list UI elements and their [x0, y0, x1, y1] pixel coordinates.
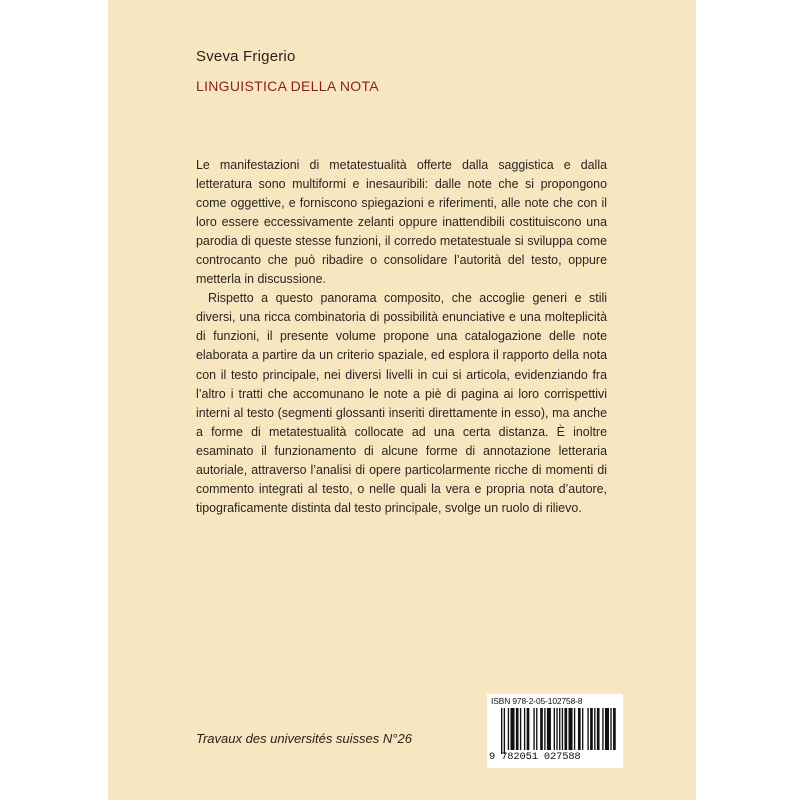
barcode-icon	[491, 708, 619, 754]
barcode-panel	[487, 694, 623, 768]
author-name: Sveva Frigerio	[196, 48, 296, 65]
series-label: Travaux des universités suisses N°26	[196, 731, 412, 746]
barcode-digits: 9 782051 027588	[489, 751, 581, 763]
blurb-paragraph-1: Le manifestazioni di metatestualità offerte dalla saggistica e dalla letteratura sono multiformi e inesauribili: dalle note che si propongono come oggettive, e forniscono spiegazioni e riferimenti, alle note che con il loro essere eccessivamente zelanti oppure inattendibili costituiscono una parodia di queste stesse funzioni, il corredo metatestuale si sviluppa come controcanto che può ribadire o consolidare l’autorità del testo, oppure metterla in discussione.	[196, 158, 607, 287]
back-cover	[108, 0, 696, 800]
book-title: LINGUISTICA DELLA NOTA	[196, 78, 379, 94]
blurb-paragraph-2: Rispetto a questo panorama composito, che accoglie generi e stili diversi, una ricca combinatoria di possibilità enunciative e una molteplicità di funzioni, il presente volume propone una catalogazione delle note elaborata a partire da un criterio spaziale, ed esplora il rapporto della nota con il testo principale, nei diversi livelli in cui si articola, evidenziando fra l’altro i tratti che accomunano le note a piè di pagina ai loro corrispettivi interni al testo (segmenti glossanti inseriti direttamente in esso), ma anche a forme di metatestualità collocate ad una certa distanza. È inoltre esaminato il funzionamento di alcune forme di annotazione letteraria autoriale, attraverso l’analisi di opere particolarmente ricche di momenti di commento integrati al testo, o nelle quali la vera e propria nota d’autore, tipograficamente distinta dal testo principale, svolge un ruolo di rilievo.	[196, 291, 607, 515]
isbn-label: ISBN 978-2-05-102758-8	[491, 696, 583, 706]
blurb	[196, 156, 607, 518]
